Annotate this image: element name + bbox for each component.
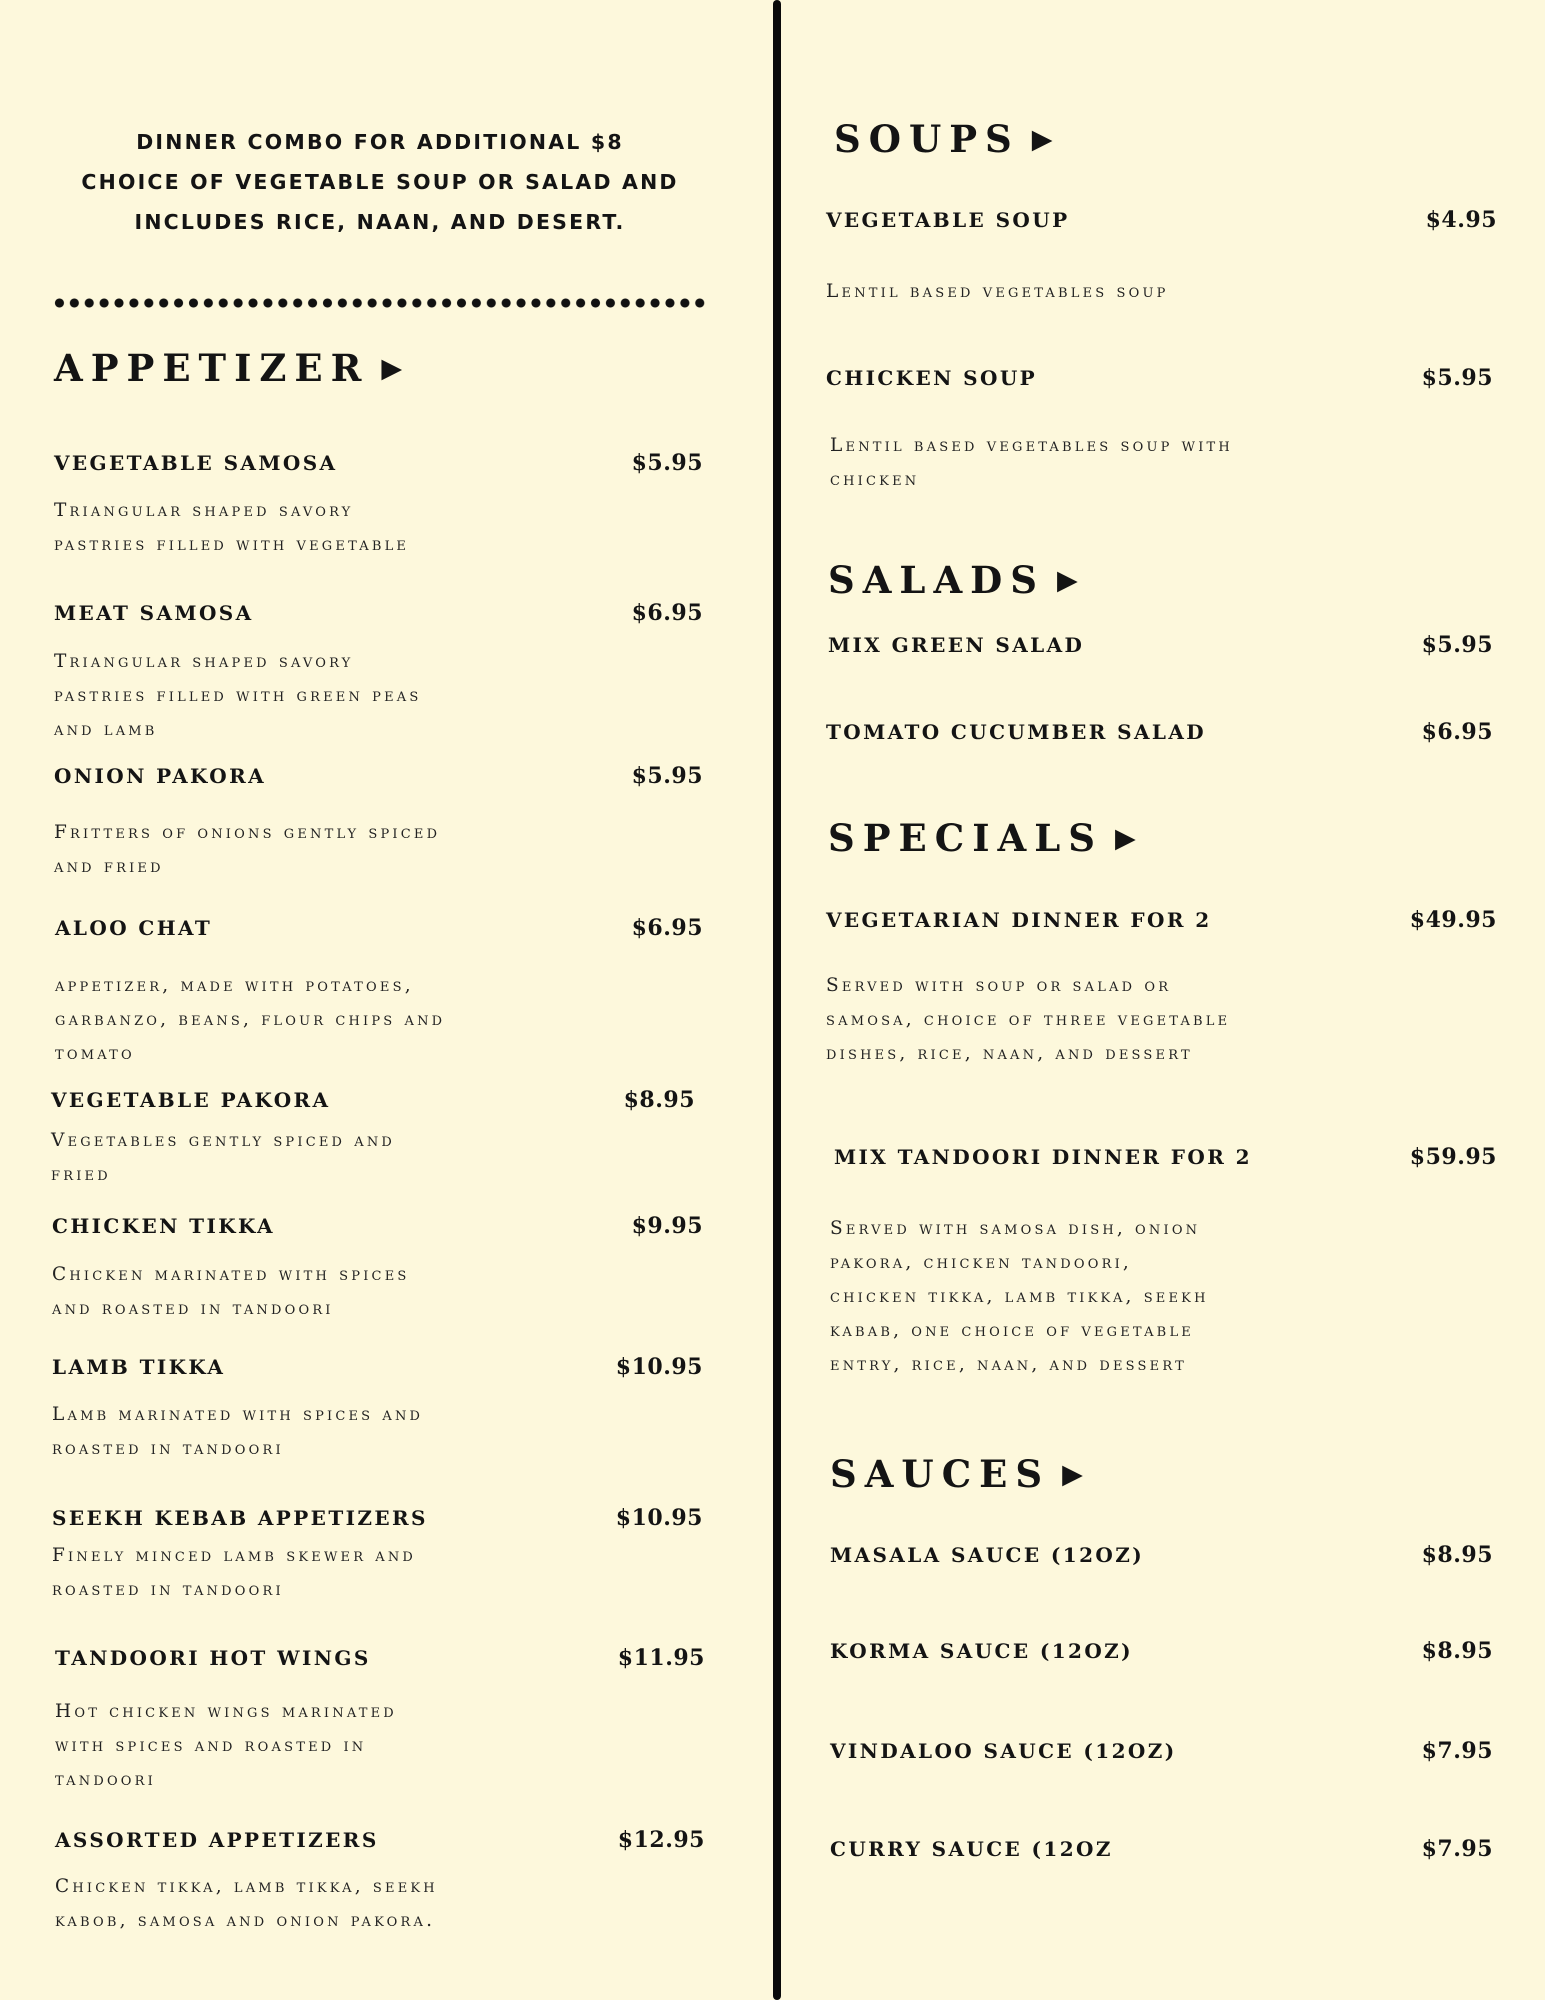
arrow-right-icon: ▶	[1031, 124, 1053, 155]
description-line: tandoori	[55, 1769, 156, 1790]
arrow-right-icon: ▶	[1114, 823, 1136, 854]
menu-item-name: TOMATO CUCUMBER SALAD	[826, 720, 1207, 744]
menu-item-name: CURRY SAUCE (12OZ	[830, 1837, 1113, 1861]
section-title-text: APPETIZER	[54, 346, 370, 390]
menu-item-price: $6.95	[631, 915, 703, 941]
menu-item-name: CHICKEN TIKKA	[52, 1214, 275, 1238]
description-line: Lamb marinated with spices and	[52, 1404, 424, 1425]
menu-item-description	[55, 969, 615, 1071]
description-line: Triangular shaped savory	[54, 500, 354, 521]
dinner-combo-note	[40, 122, 720, 242]
description-line: Chicken marinated with spices	[52, 1264, 410, 1285]
description-line: entry, rice, naan, and dessert	[830, 1354, 1187, 1375]
description-line: Lentil based vegetables soup	[826, 281, 1169, 302]
dotted-separator	[52, 297, 706, 309]
menu-item-price: $7.95	[1421, 1738, 1493, 1764]
description-line: dishes, rice, naan, and dessert	[826, 1043, 1193, 1064]
description-line: tomato	[55, 1043, 135, 1064]
menu-item-description	[830, 429, 1390, 497]
description-line: Chicken tikka, lamb tikka, seekh	[55, 1876, 438, 1897]
description-line: Served with samosa dish, onion	[830, 1218, 1201, 1239]
menu-item-price: $8.95	[1421, 1542, 1493, 1568]
menu-item-price: $5.95	[631, 450, 703, 476]
description-line: and fried	[54, 856, 164, 877]
menu-item-description	[55, 1695, 615, 1797]
menu-item-name: SEEKH KEBAB APPETIZERS	[52, 1506, 428, 1530]
description-line: Finely minced lamb skewer and	[52, 1545, 417, 1566]
description-line: with spices and roasted in	[55, 1735, 367, 1756]
menu-item-price: $9.95	[631, 1213, 703, 1239]
description-line: Lentil based vegetables soup with	[830, 435, 1233, 456]
menu-item-name: MIX GREEN SALAD	[828, 633, 1085, 657]
arrow-right-icon: ▶	[1062, 1459, 1083, 1490]
menu-item-name: VEGETABLE SAMOSA	[54, 451, 338, 475]
menu-item-name: MASALA SAUCE (12OZ)	[830, 1543, 1145, 1567]
menu-item-name: MIX TANDOORI DINNER FOR 2	[834, 1145, 1252, 1169]
description-line: garbanzo, beans, flour chips and	[55, 1009, 446, 1030]
menu-item-description	[51, 1124, 611, 1192]
arrow-right-icon: ▶	[381, 353, 403, 384]
description-line: Served with soup or salad or	[826, 975, 1172, 996]
menu-item-description	[54, 494, 614, 562]
menu-item-price: $7.95	[1421, 1836, 1493, 1862]
menu-item-price: $59.95	[1409, 1144, 1497, 1170]
section-title-text: SAUCES	[830, 1452, 1051, 1496]
description-line: Fritters of onions gently spiced	[54, 822, 441, 843]
menu-item-description	[54, 645, 614, 747]
menu-item-name: CHICKEN SOUP	[826, 366, 1038, 390]
section-title-sauces	[830, 1452, 1083, 1496]
menu-item-name: ASSORTED APPETIZERS	[55, 1828, 379, 1852]
menu-item-name: VEGETARIAN DINNER FOR 2	[826, 908, 1212, 932]
menu-item-price: $4.95	[1425, 207, 1497, 233]
section-title-text: SALADS	[828, 558, 1045, 602]
combo-line: CHOICE OF VEGETABLE SOUP OR SALAD AND	[81, 170, 679, 194]
menu-item-price: $8.95	[1421, 1638, 1493, 1664]
menu-item-price: $6.95	[1421, 719, 1493, 745]
menu-item-name: MEAT SAMOSA	[54, 601, 254, 625]
description-line: Hot chicken wings marinated	[55, 1701, 397, 1722]
section-title-text: SOUPS	[834, 117, 1020, 161]
section-title-appetizer	[54, 346, 403, 390]
section-title-soups	[834, 117, 1053, 161]
menu-item-name: VEGETABLE PAKORA	[51, 1088, 331, 1112]
menu-item-name: TANDOORI HOT WINGS	[55, 1646, 371, 1670]
menu-item-price: $12.95	[617, 1827, 705, 1853]
menu-item-description	[830, 1212, 1390, 1382]
description-line: fried	[51, 1164, 111, 1185]
description-line: pastries filled with green peas	[54, 685, 422, 706]
description-line: pakora, chicken tandoori,	[830, 1252, 1132, 1273]
arrow-right-icon: ▶	[1056, 565, 1078, 596]
menu-item-price: $49.95	[1409, 907, 1497, 933]
section-title-text: SPECIALS	[828, 816, 1103, 860]
description-line: chicken tikka, lamb tikka, seekh	[830, 1286, 1209, 1307]
description-line: pastries filled with vegetable	[54, 534, 410, 555]
description-line: chicken	[830, 469, 920, 490]
menu-item-name: ONION PAKORA	[54, 764, 267, 788]
menu-item-name: VEGETABLE SOUP	[826, 208, 1070, 232]
description-line: kabab, one choice of vegetable	[830, 1320, 1194, 1341]
menu-item-price: $8.95	[623, 1087, 695, 1113]
menu-item-description	[52, 1258, 612, 1326]
menu-item-name: VINDALOO SAUCE (12OZ)	[830, 1739, 1177, 1763]
menu-item-name: KORMA SAUCE (12OZ)	[830, 1639, 1134, 1663]
menu-item-name: LAMB TIKKA	[52, 1355, 226, 1379]
menu-item-price: $10.95	[615, 1505, 703, 1531]
description-line: and lamb	[54, 719, 158, 740]
menu-item-description	[54, 816, 614, 884]
menu-item-description	[52, 1539, 612, 1607]
menu-item-description	[52, 1398, 612, 1466]
description-line: kabob, samosa and onion pakora.	[55, 1910, 436, 1931]
menu-item-price: $5.95	[1421, 365, 1493, 391]
menu-item-price: $10.95	[615, 1354, 703, 1380]
menu-item-price: $5.95	[1421, 632, 1493, 658]
description-line: and roasted in tandoori	[52, 1298, 334, 1319]
menu-item-description	[826, 275, 1386, 309]
column-divider	[773, 0, 781, 2000]
menu-item-description	[55, 1870, 615, 1938]
description-line: appetizer, made with potatoes,	[55, 975, 414, 996]
menu-item-price: $11.95	[617, 1645, 705, 1671]
section-title-salads	[828, 558, 1078, 602]
description-line: roasted in tandoori	[52, 1579, 284, 1600]
menu-item-name: ALOO CHAT	[55, 916, 213, 940]
combo-line: INCLUDES RICE, NAAN, AND DESERT.	[134, 210, 626, 234]
combo-line: DINNER COMBO FOR ADDITIONAL $8	[136, 130, 624, 154]
menu-item-description	[826, 969, 1386, 1071]
description-line: Triangular shaped savory	[54, 651, 354, 672]
section-title-specials	[828, 816, 1136, 860]
description-line: Vegetables gently spiced and	[51, 1130, 396, 1151]
menu-item-price: $6.95	[631, 600, 703, 626]
menu-item-price: $5.95	[631, 763, 703, 789]
description-line: roasted in tandoori	[52, 1438, 284, 1459]
description-line: samosa, choice of three vegetable	[826, 1009, 1231, 1030]
